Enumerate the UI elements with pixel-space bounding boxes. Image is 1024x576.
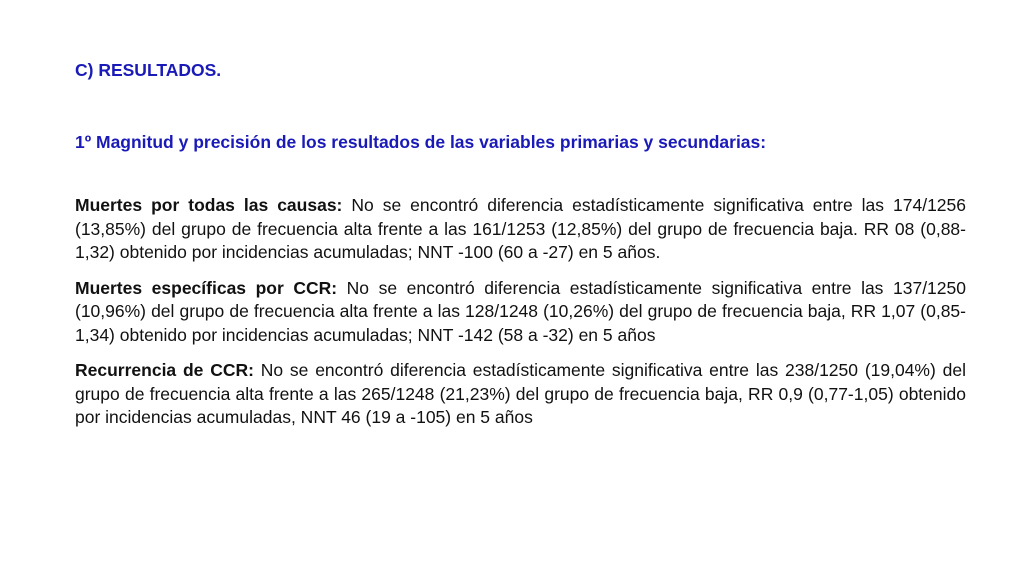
subsection-heading: 1º Magnitud y precisión de los resultados de las variables primarias y secundarias: (75, 132, 767, 152)
paragraph-ccr-recurrence (75, 359, 966, 430)
paragraph-lead: Muertes por todas las causas: (75, 195, 343, 215)
paragraph-ccr-deaths (75, 277, 966, 348)
section-heading: C) RESULTADOS. (75, 60, 222, 80)
paragraph-text: No se encontró diferencia estadísticamente significativa entre las 174/1256 (13,85%) del grupo de frecuencia alta frente a las 161/1253 (12,85%) del grupo de frecuencia baja. RR 08 (0,88-1,32) obtenido por incidencias acumuladas; NNT -100 (60 a -27) en 5 años. (75, 195, 967, 262)
paragraph-lead: Muertes específicas por CCR: (75, 277, 338, 298)
paragraph-lead: Recurrencia de CCR: (75, 360, 254, 380)
slide-content (75, 58, 966, 442)
paragraph-text: No se encontró diferencia estadísticamente significativa entre las 238/1250 (19,04%) del grupo de frecuencia alta frente a las 265/1248 (21,23%) del grupo de frecuencia baja, RR 0,9 (0,77-1,05) obtenido por incidencias acumuladas, NNT 46 (19 a -105) en 5 años (75, 360, 966, 427)
paragraph-all-cause-deaths (75, 194, 966, 265)
paragraph-text: No se encontró diferencia estadísticamente significativa entre las 137/1250 (10,96%) del grupo de frecuencia alta frente a las 128/1248 (10,26%) del grupo de frecuencia baja, RR 1,07 (0,85-1,34) obtenido por incidencias acumuladas; NNT -142 (58 a -32) en 5 años (75, 277, 966, 345)
